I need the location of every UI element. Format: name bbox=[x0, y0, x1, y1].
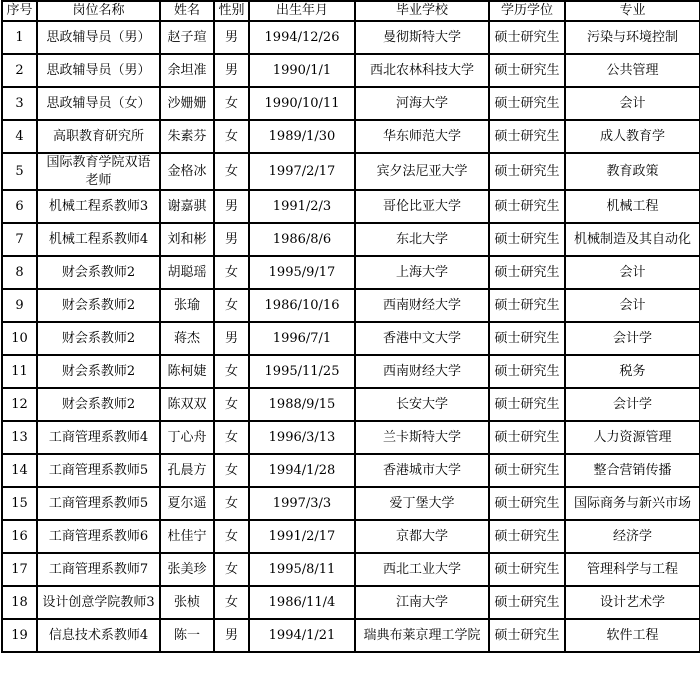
table-cell: 1997/2/17 bbox=[249, 153, 355, 190]
table-cell: 整合营销传播 bbox=[565, 454, 700, 487]
table-cell: 杜佳宁 bbox=[160, 520, 214, 553]
table-row bbox=[2, 487, 700, 520]
table-cell: 4 bbox=[2, 120, 37, 153]
table-row bbox=[2, 120, 700, 153]
table-cell: 西北农林科技大学 bbox=[355, 54, 489, 87]
table-row bbox=[2, 619, 700, 652]
table-cell: 陈柯婕 bbox=[160, 355, 214, 388]
table-cell: 硕士研究生 bbox=[489, 520, 565, 553]
table-cell: 2 bbox=[2, 54, 37, 87]
table-cell: 1996/7/1 bbox=[249, 322, 355, 355]
table-cell: 硕士研究生 bbox=[489, 586, 565, 619]
table-cell: 10 bbox=[2, 322, 37, 355]
table-cell: 污染与环境控制 bbox=[565, 21, 700, 54]
table-cell: 管理科学与工程 bbox=[565, 553, 700, 586]
table-cell: 金格冰 bbox=[160, 153, 214, 190]
table-cell: 硕士研究生 bbox=[489, 454, 565, 487]
table-cell: 宾夕法尼亚大学 bbox=[355, 153, 489, 190]
table-cell: 1986/11/4 bbox=[249, 586, 355, 619]
table-cell: 丁心舟 bbox=[160, 421, 214, 454]
column-header: 性别 bbox=[214, 1, 249, 21]
table-cell: 1 bbox=[2, 21, 37, 54]
table-cell: 1997/3/3 bbox=[249, 487, 355, 520]
table-cell: 夏尔遥 bbox=[160, 487, 214, 520]
table-cell: 曼彻斯特大学 bbox=[355, 21, 489, 54]
table-cell: 1994/1/28 bbox=[249, 454, 355, 487]
table-cell: 硕士研究生 bbox=[489, 87, 565, 120]
table-cell: 硕士研究生 bbox=[489, 256, 565, 289]
table-cell: 女 bbox=[214, 487, 249, 520]
table-cell: 赵子瑄 bbox=[160, 21, 214, 54]
table-cell: 女 bbox=[214, 256, 249, 289]
table-cell: 蒋杰 bbox=[160, 322, 214, 355]
table-cell: 硕士研究生 bbox=[489, 54, 565, 87]
table-row bbox=[2, 223, 700, 256]
table-cell: 1988/9/15 bbox=[249, 388, 355, 421]
table-row bbox=[2, 21, 700, 54]
table-row bbox=[2, 454, 700, 487]
table-cell: 工商管理系教师6 bbox=[37, 520, 160, 553]
table-cell: 国际商务与新兴市场 bbox=[565, 487, 700, 520]
table-cell: 思政辅导员（男） bbox=[37, 21, 160, 54]
personnel-table bbox=[1, 0, 700, 653]
table-cell: 成人教育学 bbox=[565, 120, 700, 153]
table-cell: 哥伦比亚大学 bbox=[355, 190, 489, 223]
table-cell: 机械工程系教师4 bbox=[37, 223, 160, 256]
table-cell: 设计艺术学 bbox=[565, 586, 700, 619]
table-cell: 教育政策 bbox=[565, 153, 700, 190]
table-cell: 1986/8/6 bbox=[249, 223, 355, 256]
table-cell: 人力资源管理 bbox=[565, 421, 700, 454]
table-cell: 思政辅导员（男） bbox=[37, 54, 160, 87]
table-cell: 工商管理系教师5 bbox=[37, 487, 160, 520]
table-cell: 华东师范大学 bbox=[355, 120, 489, 153]
table-cell: 女 bbox=[214, 454, 249, 487]
table-cell: 河海大学 bbox=[355, 87, 489, 120]
table-cell: 6 bbox=[2, 190, 37, 223]
table-row bbox=[2, 586, 700, 619]
table-cell: 财会系教师2 bbox=[37, 322, 160, 355]
table-row bbox=[2, 54, 700, 87]
table-cell: 女 bbox=[214, 520, 249, 553]
table-cell: 公共管理 bbox=[565, 54, 700, 87]
table-cell: 陈双双 bbox=[160, 388, 214, 421]
table-cell: 张瑜 bbox=[160, 289, 214, 322]
table-cell: 1994/1/21 bbox=[249, 619, 355, 652]
table-cell: 思政辅导员（女） bbox=[37, 87, 160, 120]
column-header: 姓名 bbox=[160, 1, 214, 21]
table-cell: 17 bbox=[2, 553, 37, 586]
table-cell: 会计学 bbox=[565, 388, 700, 421]
table-body bbox=[2, 21, 700, 652]
table-cell: 12 bbox=[2, 388, 37, 421]
table-cell: 男 bbox=[214, 54, 249, 87]
table-cell: 11 bbox=[2, 355, 37, 388]
table-cell: 女 bbox=[214, 586, 249, 619]
table-cell: 女 bbox=[214, 120, 249, 153]
table-row bbox=[2, 355, 700, 388]
table-cell: 工商管理系教师7 bbox=[37, 553, 160, 586]
table-cell: 税务 bbox=[565, 355, 700, 388]
table-cell: 财会系教师2 bbox=[37, 388, 160, 421]
table-row bbox=[2, 388, 700, 421]
table-cell: 女 bbox=[214, 87, 249, 120]
table-cell: 男 bbox=[214, 21, 249, 54]
table-cell: 高职教育研究所 bbox=[37, 120, 160, 153]
table-cell: 上海大学 bbox=[355, 256, 489, 289]
table-cell: 硕士研究生 bbox=[489, 190, 565, 223]
table-row bbox=[2, 87, 700, 120]
table-cell: 机械工程系教师3 bbox=[37, 190, 160, 223]
table-cell: 胡聪瑶 bbox=[160, 256, 214, 289]
table-cell: 国际教育学院双语老师 bbox=[37, 153, 160, 190]
table-cell: 财会系教师2 bbox=[37, 289, 160, 322]
table-cell: 女 bbox=[214, 553, 249, 586]
table-row bbox=[2, 289, 700, 322]
table-cell: 张桢 bbox=[160, 586, 214, 619]
table-row bbox=[2, 190, 700, 223]
table-cell: 1995/8/11 bbox=[249, 553, 355, 586]
table-cell: 16 bbox=[2, 520, 37, 553]
table-cell: 硕士研究生 bbox=[489, 553, 565, 586]
table-cell: 14 bbox=[2, 454, 37, 487]
table-cell: 兰卡斯特大学 bbox=[355, 421, 489, 454]
table-cell: 男 bbox=[214, 223, 249, 256]
table-cell: 信息技术系教师4 bbox=[37, 619, 160, 652]
table-cell: 余坦准 bbox=[160, 54, 214, 87]
table-cell: 1991/2/17 bbox=[249, 520, 355, 553]
table-cell: 瑞典布莱京理工学院 bbox=[355, 619, 489, 652]
table-cell: 硕士研究生 bbox=[489, 388, 565, 421]
table-cell: 软件工程 bbox=[565, 619, 700, 652]
table-cell: 会计 bbox=[565, 87, 700, 120]
column-header: 序号 bbox=[2, 1, 37, 21]
table-cell: 硕士研究生 bbox=[489, 322, 565, 355]
table-cell: 硕士研究生 bbox=[489, 223, 565, 256]
table-row bbox=[2, 553, 700, 586]
table-cell: 硕士研究生 bbox=[489, 153, 565, 190]
table-cell: 江南大学 bbox=[355, 586, 489, 619]
table-cell: 硕士研究生 bbox=[489, 619, 565, 652]
table-cell: 5 bbox=[2, 153, 37, 190]
table-cell: 香港城市大学 bbox=[355, 454, 489, 487]
table-cell: 机械工程 bbox=[565, 190, 700, 223]
table-cell: 18 bbox=[2, 586, 37, 619]
table-cell: 1994/12/26 bbox=[249, 21, 355, 54]
table-cell: 西南财经大学 bbox=[355, 289, 489, 322]
table-cell: 15 bbox=[2, 487, 37, 520]
table-cell: 经济学 bbox=[565, 520, 700, 553]
table-cell: 硕士研究生 bbox=[489, 289, 565, 322]
column-header: 毕业学校 bbox=[355, 1, 489, 21]
table-cell: 1995/11/25 bbox=[249, 355, 355, 388]
table-cell: 8 bbox=[2, 256, 37, 289]
table-header-row bbox=[2, 1, 700, 21]
table-cell: 男 bbox=[214, 322, 249, 355]
table-cell: 会计学 bbox=[565, 322, 700, 355]
table-cell: 女 bbox=[214, 153, 249, 190]
table-cell: 孔晨方 bbox=[160, 454, 214, 487]
table-cell: 朱素芬 bbox=[160, 120, 214, 153]
table-row bbox=[2, 153, 700, 190]
table-cell: 陈一 bbox=[160, 619, 214, 652]
table-cell: 刘和彬 bbox=[160, 223, 214, 256]
table-cell: 1989/1/30 bbox=[249, 120, 355, 153]
table-cell: 机械制造及其自动化 bbox=[565, 223, 700, 256]
column-header: 学历学位 bbox=[489, 1, 565, 21]
table-row bbox=[2, 322, 700, 355]
table-cell: 工商管理系教师5 bbox=[37, 454, 160, 487]
table-cell: 财会系教师2 bbox=[37, 355, 160, 388]
table-row bbox=[2, 256, 700, 289]
table-cell: 女 bbox=[214, 421, 249, 454]
table-cell: 3 bbox=[2, 87, 37, 120]
table-cell: 设计创意学院教师3 bbox=[37, 586, 160, 619]
table-cell: 张美珍 bbox=[160, 553, 214, 586]
table-cell: 1990/10/11 bbox=[249, 87, 355, 120]
column-header: 出生年月 bbox=[249, 1, 355, 21]
table-cell: 爱丁堡大学 bbox=[355, 487, 489, 520]
table-cell: 硕士研究生 bbox=[489, 21, 565, 54]
table-cell: 财会系教师2 bbox=[37, 256, 160, 289]
table-cell: 男 bbox=[214, 190, 249, 223]
table-cell: 1996/3/13 bbox=[249, 421, 355, 454]
table-cell: 西北工业大学 bbox=[355, 553, 489, 586]
table-cell: 1991/2/3 bbox=[249, 190, 355, 223]
table-cell: 硕士研究生 bbox=[489, 355, 565, 388]
table-cell: 7 bbox=[2, 223, 37, 256]
table-cell: 京都大学 bbox=[355, 520, 489, 553]
table-cell: 9 bbox=[2, 289, 37, 322]
table-cell: 1995/9/17 bbox=[249, 256, 355, 289]
table-cell: 1990/1/1 bbox=[249, 54, 355, 87]
table-row bbox=[2, 520, 700, 553]
table-cell: 硕士研究生 bbox=[489, 120, 565, 153]
table-cell: 女 bbox=[214, 289, 249, 322]
table-cell: 女 bbox=[214, 388, 249, 421]
table-cell: 1986/10/16 bbox=[249, 289, 355, 322]
table-cell: 工商管理系教师4 bbox=[37, 421, 160, 454]
table-cell: 香港中文大学 bbox=[355, 322, 489, 355]
table-cell: 谢嘉骐 bbox=[160, 190, 214, 223]
table-cell: 西南财经大学 bbox=[355, 355, 489, 388]
table-cell: 会计 bbox=[565, 256, 700, 289]
table-cell: 女 bbox=[214, 355, 249, 388]
table-cell: 沙姗姗 bbox=[160, 87, 214, 120]
table-cell: 硕士研究生 bbox=[489, 487, 565, 520]
column-header: 专业 bbox=[565, 1, 700, 21]
table-cell: 19 bbox=[2, 619, 37, 652]
table-cell: 东北大学 bbox=[355, 223, 489, 256]
column-header: 岗位名称 bbox=[37, 1, 160, 21]
table-cell: 13 bbox=[2, 421, 37, 454]
table-cell: 硕士研究生 bbox=[489, 421, 565, 454]
table-cell: 男 bbox=[214, 619, 249, 652]
table-cell: 长安大学 bbox=[355, 388, 489, 421]
table-cell: 会计 bbox=[565, 289, 700, 322]
table-row bbox=[2, 421, 700, 454]
